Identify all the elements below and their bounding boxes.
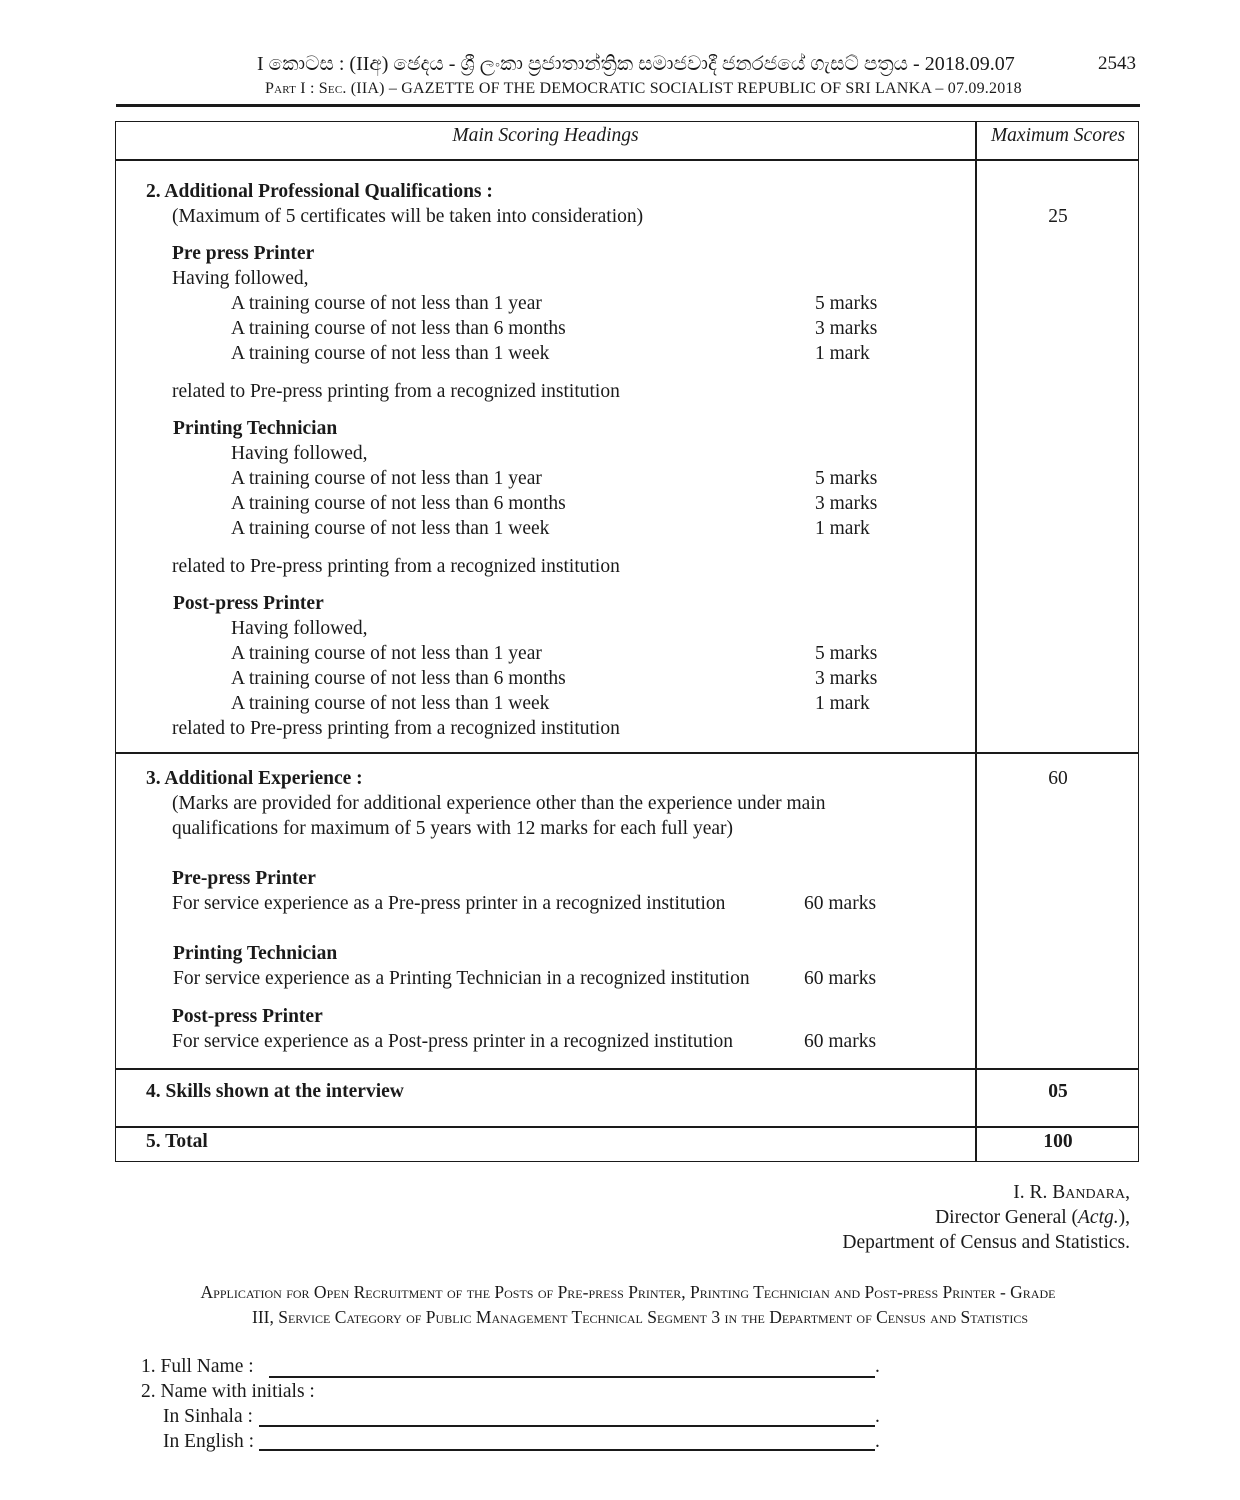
in-sinhala-field[interactable]: [259, 1425, 875, 1427]
section3-group-name: Pre-press Printer: [172, 868, 316, 889]
training-item-marks: 1 mark: [815, 518, 870, 539]
experience-item: For service experience as a Pre-press printer in a recognized institution: [172, 893, 726, 914]
row-divider-section3: [116, 752, 1138, 754]
section2-group-intro: Having followed,: [231, 618, 368, 639]
signatory-surname: Bandara: [1052, 1182, 1126, 1203]
column-heading-main: Main Scoring Headings: [452, 125, 639, 146]
section2-group-intro: Having followed,: [172, 268, 309, 289]
training-item: A training course of not less than 1 year: [231, 293, 542, 314]
training-item-marks: 5 marks: [815, 643, 878, 664]
column-divider: [975, 122, 977, 1161]
signatory-department: Department of Census and Statistics.: [842, 1232, 1130, 1253]
in-sinhala-label: In Sinhala :: [163, 1406, 253, 1427]
row-divider-section4: [116, 1068, 1138, 1070]
training-item: A training course of not less than 1 year: [231, 643, 542, 664]
section2-group-footer: related to Pre-press printing from a recognized institution: [172, 718, 620, 739]
section3-note: qualifications for maximum of 5 years with 12 marks for each full year): [172, 818, 733, 839]
section5-max-score: 100: [1043, 1131, 1073, 1152]
training-item-marks: 3 marks: [815, 318, 878, 339]
in-english-label: In English :: [163, 1431, 254, 1452]
training-item-marks: 5 marks: [815, 468, 878, 489]
training-item: A training course of not less than 1 year: [231, 468, 542, 489]
column-heading-max: Maximum Scores: [990, 125, 1126, 146]
signatory-title-suffix: ),: [1118, 1207, 1130, 1228]
training-item-marks: 1 mark: [815, 693, 870, 714]
experience-item-marks: 60 marks: [804, 1031, 877, 1052]
scoring-table: [115, 121, 1139, 1162]
section2-group-intro: Having followed,: [231, 443, 368, 464]
gazette-header-sinhala: I කොටස : (IIඅ) ඡෙදය - ශ්‍රී ලංකා ප්‍රජාතාන්ත්‍රික සමාජවාදී ජනරජයේ ගැසට් පත්‍රය - 2018.09.07: [257, 53, 1015, 75]
row-divider-section5: [116, 1126, 1138, 1128]
section5-title: 5. Total: [146, 1131, 208, 1152]
section2-group-name: Printing Technician: [173, 418, 338, 439]
section2-group-footer: related to Pre-press printing from a recognized institution: [172, 556, 620, 577]
header-part-sec: Part I : Sec.: [265, 80, 347, 97]
signatory-name: [1013, 1180, 1130, 1205]
training-item-marks: 5 marks: [815, 293, 878, 314]
section2-group-name: Pre press Printer: [172, 243, 315, 264]
in-english-terminator: .: [875, 1431, 880, 1452]
application-title-line2: III, Service Category of Public Management Technical Segment 3 in the Department of Census and Statistics: [252, 1307, 1028, 1327]
section3-title: 3. Additional Experience :: [146, 768, 363, 789]
section2-group-name: Post-press Printer: [173, 593, 324, 614]
experience-item-marks: 60 marks: [804, 968, 877, 989]
full-name-field[interactable]: [269, 1376, 875, 1378]
section2-title: 2. Additional Professional Qualifications :: [146, 181, 493, 202]
training-item-marks: 1 mark: [815, 343, 870, 364]
full-name-label: 1. Full Name :: [141, 1356, 254, 1377]
training-item: A training course of not less than 6 months: [231, 668, 566, 689]
full-name-terminator: .: [875, 1356, 880, 1377]
signatory-title-prefix: Director General (: [935, 1207, 1079, 1228]
training-item-marks: 3 marks: [815, 493, 878, 514]
application-title-line1: Application for Open Recruitment of the Posts of Pre-press Printer, Printing Technician and Post-press Printer - Grade: [200, 1282, 1056, 1302]
section3-group-name: Printing Technician: [173, 943, 338, 964]
header-gazette-title: (IIA) – GAZETTE OF THE DEMOCRATIC SOCIALIST REPUBLIC OF SRI LANKA – 07.09.2018: [346, 80, 1022, 97]
experience-item: For service experience as a Printing Technician in a recognized institution: [173, 968, 750, 989]
experience-item: For service experience as a Post-press printer in a recognized institution: [172, 1031, 733, 1052]
signatory-name-suffix: ,: [1125, 1182, 1130, 1203]
training-item-marks: 3 marks: [815, 668, 878, 689]
section2-max-score: 25: [1048, 206, 1068, 227]
section2-note: (Maximum of 5 certificates will be taken into consideration): [172, 206, 644, 227]
training-item: A training course of not less than 6 months: [231, 318, 566, 339]
section3-group-name: Post-press Printer: [172, 1006, 323, 1027]
experience-item-marks: 60 marks: [804, 893, 877, 914]
name-with-initials-label: 2. Name with initials :: [141, 1381, 315, 1402]
signatory-title-italic: Actg.: [1078, 1207, 1119, 1228]
row-divider-header: [116, 159, 1138, 161]
training-item: A training course of not less than 1 week: [231, 343, 550, 364]
training-item: A training course of not less than 6 months: [231, 493, 566, 514]
section4-max-score: 05: [1048, 1081, 1068, 1102]
section2-group-footer: related to Pre-press printing from a recognized institution: [172, 381, 620, 402]
page-number: 2543: [1098, 53, 1136, 74]
signatory-initials: I. R.: [1013, 1182, 1053, 1203]
section3-max-score: 60: [1048, 768, 1068, 789]
in-sinhala-terminator: .: [875, 1406, 880, 1427]
gazette-header-english: [265, 80, 1022, 98]
training-item: A training course of not less than 1 week: [231, 518, 550, 539]
header-rule: [116, 104, 1140, 107]
signatory-title: [935, 1205, 1130, 1230]
section3-note: (Marks are provided for additional experience other than the experience under main: [172, 793, 826, 814]
in-english-field[interactable]: [259, 1449, 875, 1451]
training-item: A training course of not less than 1 week: [231, 693, 550, 714]
section4-title: 4. Skills shown at the interview: [146, 1081, 404, 1102]
